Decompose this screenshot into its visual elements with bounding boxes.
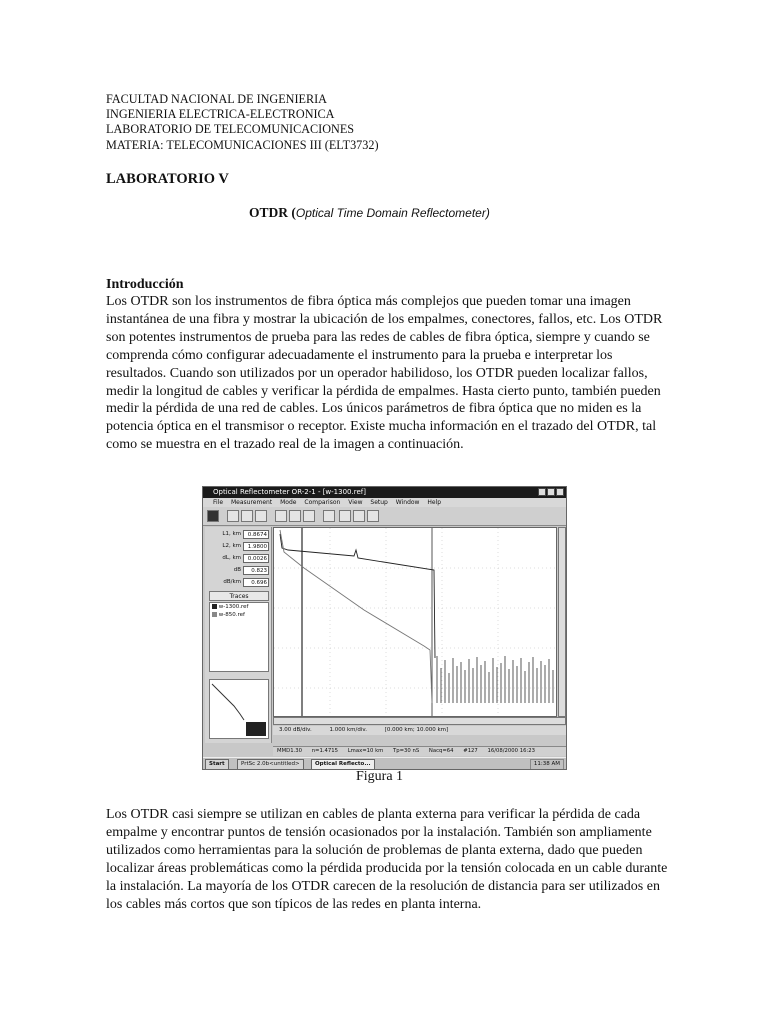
measurement-panel: [205, 527, 272, 743]
intro-paragraph: Los OTDR son los instrumentos de fibra óptica más complejos que pueden tomar una imagen instantánea de una fibra y mostrar la ubicación de los empalmes, conectores, fallos, etc. Los OTDR son potentes instrumentos de prueba para las redes de cables de fibra óptica, siempre y cuando se comprenda cómo configurar adecuadamente el instrumento para la prueba e interpretar los resultados. Cuando son utilizados por un operador habilidoso, los OTDR pueden localizar fallos, medir la longitud de cables y verificar la pérdida de empalmes. Hasta cierto punto, también pueden medir la pérdida de una red de cables. Los únicos parámetros de fibra óptica que no miden es la potencia óptica en el transmisor o receptor. Existe mucha información en el trazado del OTDR, tal como se muestra en el trazado real de la imagen a continuación.: [106, 294, 663, 453]
header-line: LABORATORIO DE TELECOMUNICACIONES: [106, 122, 355, 137]
otdr-trace-plot: [273, 527, 557, 717]
taskbar-item-prtsc: PrtSc 2.0b<untitled>: [237, 759, 304, 770]
header-line: MATERIA: TELECOMUNICACIONES III (ELT3732): [106, 137, 379, 152]
reading-row: [207, 566, 271, 576]
menu-view: View: [348, 499, 363, 506]
taskbar-clock: 11:38 AM: [530, 759, 564, 770]
reading-label: L1, km: [222, 531, 241, 537]
menu-measurement: Measurement: [230, 499, 273, 506]
document-header: [106, 92, 379, 153]
reading-row: [207, 530, 271, 540]
taskbar-item-reflectometer: Optical Reflecto...: [311, 759, 375, 770]
status-bar: [273, 746, 566, 756]
status-item: #127: [463, 748, 478, 754]
status-item: Tp=30 nS: [393, 748, 420, 754]
menu-mode: Mode: [280, 499, 297, 506]
scale-readout: [273, 726, 566, 735]
trace-item: [210, 611, 268, 619]
toolbar-icon: [227, 510, 239, 522]
lab-title: LABORATORIO V: [106, 171, 229, 187]
maximize-icon: [547, 488, 555, 496]
otdr-acronym: OTDR: [249, 205, 289, 220]
reading-value: 0.696: [243, 578, 269, 587]
trace-name: w-1300.ref: [218, 604, 249, 610]
start-button: Start: [205, 759, 229, 770]
toolbar-icon: [367, 510, 379, 522]
figure-caption: Figura 1: [356, 769, 404, 784]
traces-header: Traces: [209, 591, 269, 601]
menu-setup: Setup: [370, 499, 388, 506]
overview-trace-graphic: [210, 680, 268, 738]
reading-label: dB: [233, 567, 241, 573]
otdr-paren: (: [288, 205, 296, 220]
overview-thumbnail: [209, 679, 269, 739]
reading-value: 1.9800: [243, 542, 269, 551]
toolbar-icon: [353, 510, 365, 522]
otdr-subtitle: [249, 205, 490, 221]
header-line: FACULTAD NACIONAL DE INGENIERIA: [106, 92, 327, 106]
otdr-expansion: Optical Time Domain Reflectometer): [295, 206, 490, 220]
reading-value: 0.8674: [243, 530, 269, 539]
header-line: INGENIERIA ELECTRICA-ELECTRONICA: [106, 107, 335, 122]
toolbar-icon: [289, 510, 301, 522]
menu-comparison: Comparison: [304, 499, 341, 506]
status-item: n=1.4715: [311, 748, 339, 754]
close-icon: [556, 488, 564, 496]
reading-label: L2, km: [222, 543, 241, 549]
otdr-screenshot-figure: [202, 486, 567, 770]
toolbar-icon: [207, 510, 219, 522]
trace-color-icon: [212, 612, 217, 617]
trace-color-icon: [212, 604, 217, 609]
window-title: Optical Reflectometer OR-2-1 - [w-1300.ref]: [213, 488, 366, 496]
window-controls: [538, 488, 564, 496]
window-titlebar: [203, 487, 566, 498]
otdr-trace-graphic: [274, 528, 556, 716]
menu-window: Window: [395, 499, 420, 506]
scale-db: 3.00 dB/div.: [279, 727, 312, 733]
status-item: 16/08/2000 16:23: [487, 748, 535, 754]
reading-value: 0.823: [243, 566, 269, 575]
reading-label: dB/km: [223, 579, 241, 585]
scale-range: [0.000 km; 10.000 km]: [384, 727, 449, 733]
menu-file: File: [213, 499, 224, 506]
menu-help: Help: [427, 499, 442, 506]
intro-heading: Introducción: [106, 277, 184, 292]
horizontal-scrollbar: [273, 717, 566, 725]
toolbar-icon: [241, 510, 253, 522]
toolbar-icon: [255, 510, 267, 522]
body-paragraph: Los OTDR casi siempre se utilizan en cables de planta externa para verificar la pérdida de cada empalme y encontrar puntos de tensión ocasionados por la instalación. También son ampliamente utilizados como herramientas para la solución de problemas de planta externa, dado que pueden localizar áreas problemáticas como la pérdida producida por la tensión colocada en un cable durante la instalación. La mayoría de los OTDR carecen de la resolución de distancia para ser utilizados en los cables más cortos que son típicos de las redes en planta interna.: [106, 807, 668, 912]
reading-row: [207, 578, 271, 588]
toolbar-icon: [303, 510, 315, 522]
reading-value: 0.0026: [243, 554, 269, 563]
trace-item: [210, 603, 268, 611]
vertical-scrollbar: [558, 527, 566, 717]
status-item: Nacq=64: [428, 748, 454, 754]
traces-list: [209, 602, 269, 672]
reading-row: [207, 542, 271, 552]
toolbar-icon: [275, 510, 287, 522]
scale-km: 1.000 km/div.: [329, 727, 367, 733]
toolbar-icon: [339, 510, 351, 522]
status-item: Lmax=10 km: [347, 748, 384, 754]
trace-name: w-850.ref: [218, 612, 245, 618]
reading-label: dL, km: [222, 555, 241, 561]
menubar: [203, 498, 566, 507]
toolbar: [203, 507, 566, 526]
minimize-icon: [538, 488, 546, 496]
toolbar-icon: [323, 510, 335, 522]
status-item: MMD1.30: [277, 748, 303, 754]
reading-row: [207, 554, 271, 564]
